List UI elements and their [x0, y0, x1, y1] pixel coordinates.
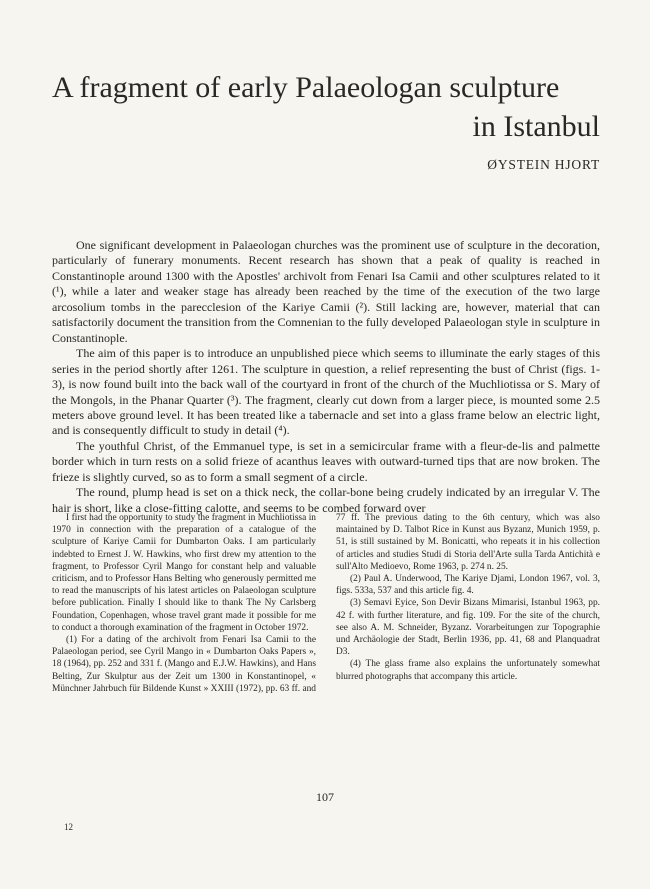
title-line-1: A fragment of early Palaeologan sculpture — [52, 71, 560, 104]
title-line-2: in Istanbul — [472, 110, 600, 143]
body-text — [52, 238, 600, 516]
footnote-acknowledgement: I first had the opportunity to study the fragment in Muchliotissa in 1970 in connection with the preparation of a catalogue of the sculpture of Kariye Camii for Dumbarton Oaks. I am particularly indebted to Ernest J. W. Hawkins, who first drew my attention to the fragment, to Professor Cyril Mango for constant help and valuable criticism, and to Professor Hans Belting who generously permitted me to read the manuscripts of his latest articles on Palaeologan sculpture before publication. Finally I should like to thank The Ny Carlsberg Foundation, Copenhagen, whose travel grant made it possible for me to conduct a thorough examination of the fragment in October 1972. — [52, 513, 317, 633]
footnote-3: (3) Semavi Eyice, Son Devir Bizans Mimarisi, Istanbul 1963, pp. 42 f. with further literature, and fig. 109. For the site of the church, see also A. M. Schneider, Byzanz. Vorarbeitungen zur Topographie und Archäologie der Stadt, Berlin 1936, pp. 41, 68 and Planquadrat D3. — [336, 598, 600, 658]
printer-signature: 12 — [64, 822, 73, 832]
author-name: ØYSTEIN HJORT — [487, 157, 600, 172]
body-paragraph-4: The round, plump head is set on a thick neck, the collar-bone being crudely indicated by an irregular V. The hair is short, like a close-fitting calotte, and seems to be combed forward over — [52, 485, 600, 515]
body-paragraph-1: One significant development in Palaeologan churches was the prominent use of sculpture in the decoration, particularly of funerary monuments. Recent research has shown that a peak of quality is reached in Constantinople around 1300 with the Apostles' archivolt from Fenari Isa Camii and other sculptures related to it (¹), while a later and weaker stage has already been reached by the time of the execution of the two large arcosolium tombs in the parecclesion of the Kariye Camii (²). Still lacking are, however, material that can satisfactorily document the transition from the Comnenian to the fully developed Palaeologan style in sculpture in Constantinople. — [52, 238, 600, 345]
page-number: 107 — [316, 790, 334, 804]
footnote-4: (4) The glass frame also explains the unfortunately somewhat blurred photographs that accompany this article. — [336, 659, 600, 682]
article-title — [52, 68, 600, 146]
footnote-1: (1) For a dating of the archivolt from Fenari Isa Camii to the Palaeologan period, see Cyril Mango in « Dumbarton Oaks Papers », 18 (1964), pp. 252 and 331 f. (Mango and E.J.W. Hawkins), and Hans Belting, Zur Skulptur aus der Zeit um 1300 in Konstantinopel, « Münchner Jahrbuch für Bildende Kunst » XXIII (1972), pp. 63 ff. and 77 ff. The previous dating to the 6th century, which was also maintained by D. Talbot Rice in Kunst aus Byzanz, Munich 1959, p. 51, is still sustained by M. Bonicatti, who repeats it in his collection of articles and studies Studi di Storia dell'Arte sulla Tarda Antichità e sull'Alto Medioevo, Rome 1963, p. 274 n. 25. — [52, 513, 600, 694]
footnotes — [52, 512, 600, 742]
body-paragraph-2: The aim of this paper is to introduce an unpublished piece which seems to illuminate the early stages of this series in the period shortly after 1261. The sculpture in question, a relief representing the bust of Christ (figs. 1-3), is now found built into the back wall of the courtyard in front of the church of the Muchliotissa or S. Mary of the Mongols, in the Phanar Quarter (³). The fragment, clearly cut down from a larger piece, is mounted some 2.5 meters above ground level. It has been treated like a tabernacle and set into a glass frame below an electric light, and is consequently difficult to study in detail (⁴). — [52, 346, 600, 438]
footnote-2: (2) Paul A. Underwood, The Kariye Djami, London 1967, vol. 3, figs. 533a, 537 and this article fig. 4. — [336, 574, 600, 597]
body-paragraph-3: The youthful Christ, of the Emmanuel type, is set in a semicircular frame with a fleur-de-lis and palmette border which in turn rests on a solid frieze of acanthus leaves with outward-turned tips that are now broken. The frieze is slightly curved, so as to form a small segment of a circle. — [52, 438, 600, 484]
